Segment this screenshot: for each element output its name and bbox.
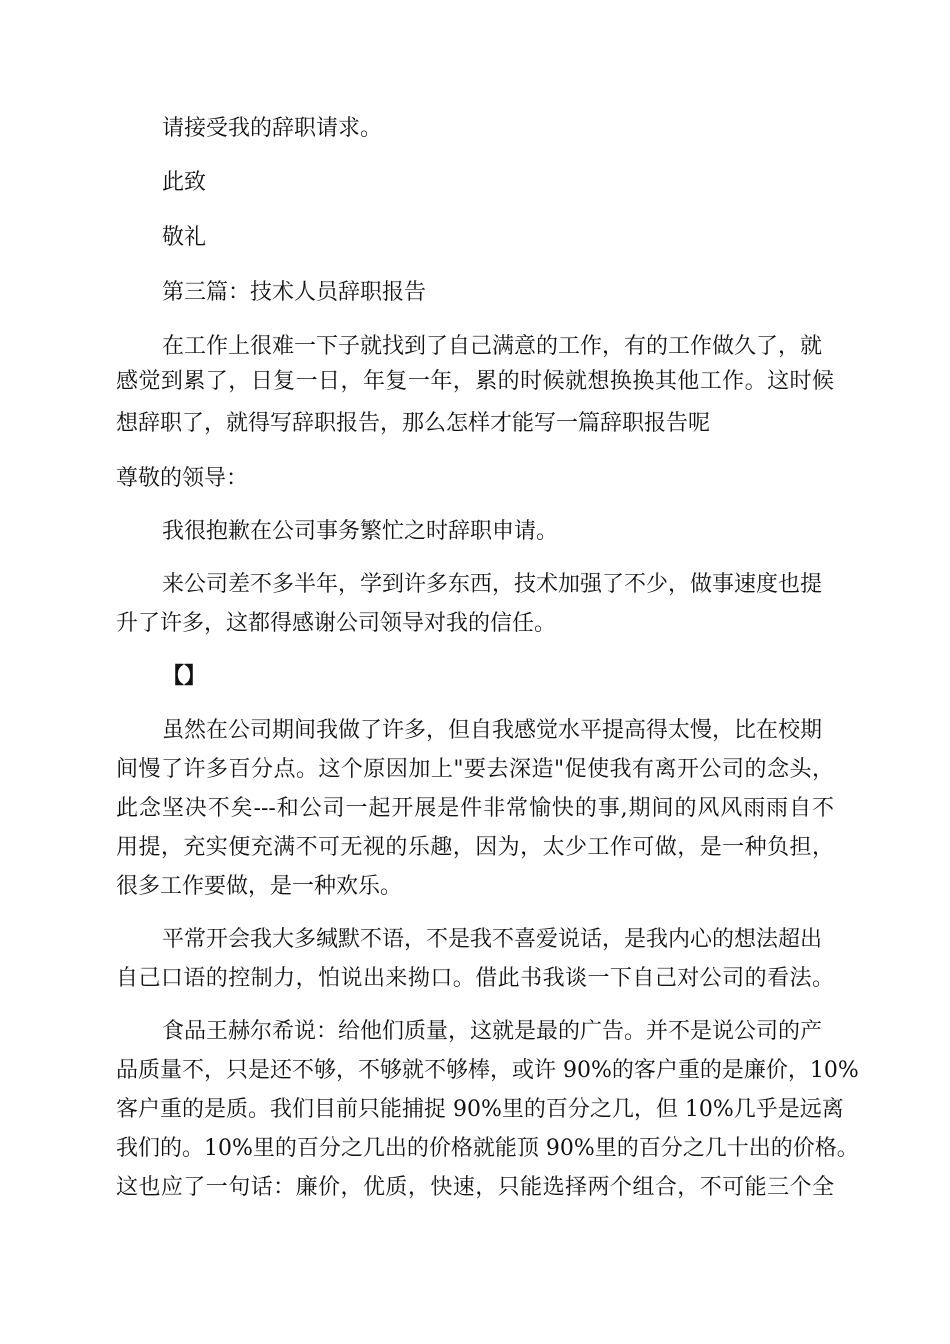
quality-paragraph-line-4: 我们的。10%里的百分之几出的价格就能顶 90%里的百分之几十出的价格。 [116,1136,859,1161]
intro-paragraph-line-2: 感觉到累了，日复一日，年复一年，累的时候就想换换其他工作。这时候 [116,369,834,394]
salutation-line: 此致 [162,170,207,195]
apology-paragraph: 我很抱歉在公司事务繁忙之时辞职申请。 [162,519,559,544]
section-heading: 第三篇：技术人员辞职报告 [162,280,427,305]
reason-paragraph-line-3: 此念坚决不矣---和公司一起开展是件非常愉快的事,期间的风风雨雨自不 [116,796,834,821]
quality-paragraph-line-2: 品质量不，只是还不够，不够就不够棒，或许 90%的客户重的是廉价，10% [116,1058,859,1083]
intro-paragraph-line-1: 在工作上很难一下子就找到了自己满意的工作，有的工作做久了，就 [162,334,823,359]
closing-request-line: 请接受我的辞职请求。 [162,116,383,141]
quality-paragraph-line-1: 食品王赫尔希说：给他们质量，这就是最的广告。并不是说公司的产 [162,1019,823,1044]
empty-bracket-marker: 【】 [162,663,207,689]
experience-paragraph-line-1: 来公司差不多半年，学到许多东西，技术加强了不少，做事速度也提 [162,572,823,597]
reason-paragraph-line-5: 很多工作要做，是一种欢乐。 [116,874,403,899]
experience-paragraph-line-2: 升了许多，这都得感谢公司领导对我的信任。 [116,611,557,636]
meeting-paragraph-line-2: 自己口语的控制力，怕说出来拗口。借此书我谈一下自己对公司的看法。 [116,966,834,991]
intro-paragraph-line-3: 想辞职了，就得写辞职报告，那么怎样才能写一篇辞职报告呢 [116,411,711,436]
meeting-paragraph-line-1: 平常开会我大多缄默不语，不是我不喜爱说话，是我内心的想法超出 [162,927,823,952]
quality-paragraph-line-5: 这也应了一句话：廉价，优质，快速，只能选择两个组合，不可能三个全 [116,1175,834,1200]
reason-paragraph-line-4: 用提，充实便充满不可无视的乐趣，因为，太少工作可做，是一种负担， [116,835,834,860]
reason-paragraph-line-1: 虽然在公司期间我做了许多，但自我感觉水平提高得太慢，比在校期 [162,718,823,743]
regards-line: 敬礼 [162,225,207,250]
reason-paragraph-line-2: 间慢了许多百分点。这个原因加上"要去深造"促使我有离开公司的念头， [116,757,834,782]
greeting-line: 尊敬的领导： [116,466,249,491]
quality-paragraph-line-3: 客户重的是质。我们目前只能捕捉 90%里的百分之几，但 10%几乎是远离 [116,1097,844,1122]
